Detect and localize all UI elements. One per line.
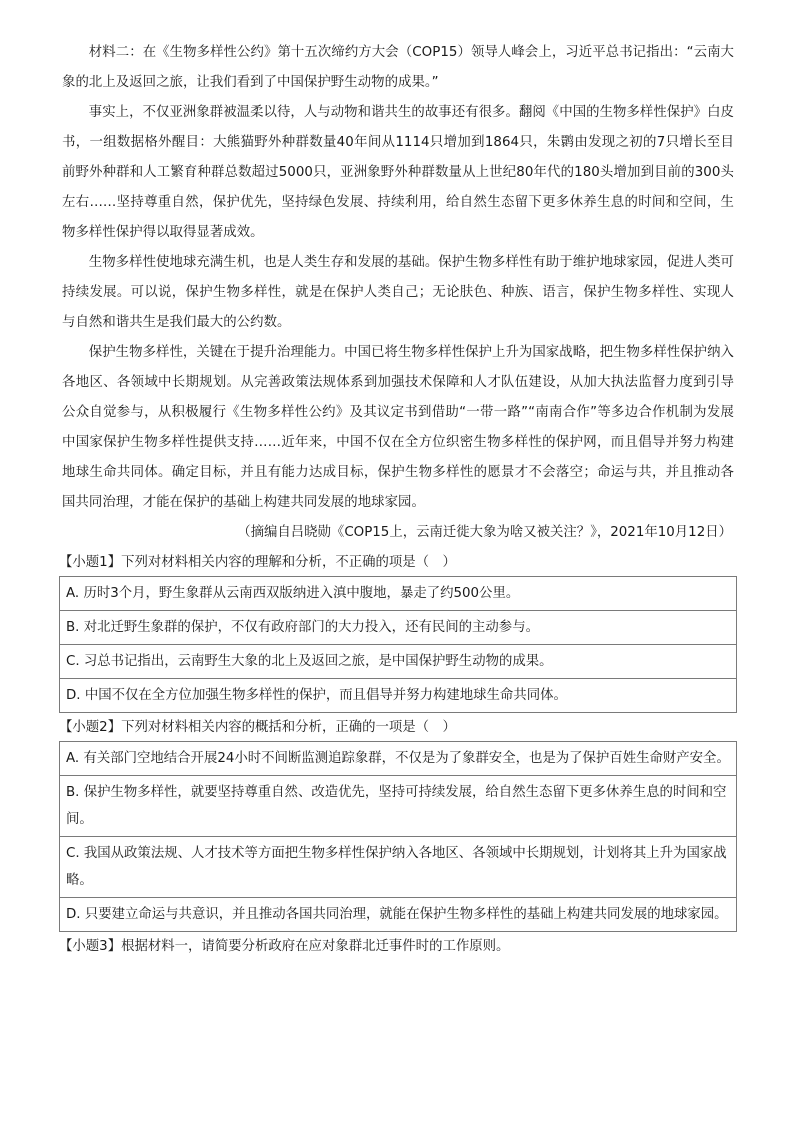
question-stem: 【小题2】下列对材料相关内容的概括和分析，正确的一项是（ ） [59,720,456,735]
option-d[interactable]: D. 只要建立命运与共意识，并且推动各国共同治理，就能在保护生物多样性的基础上构建共同发展的地球家园。 [59,897,737,932]
question-1 [59,550,734,713]
source-citation: （摘编自吕晓勋《COP15上，云南迁徙大象为啥又被关注？》，2021年10月12日） [237,525,732,540]
question-2 [59,715,734,932]
option-a[interactable]: A. 历时3个月，野生象群从云南西双版纳进入滇中腹地，暴走了约500公里。 [59,576,737,611]
option-b[interactable]: B. 对北迁野生象群的保护，不仅有政府部门的大力投入，还有民间的主动参与。 [59,610,737,645]
paragraph-facts: 事实上，不仅亚洲象群被温柔以待，人与动物和谐共生的故事还有很多。翻阅《中国的生物多样性保护》白皮书，一组数据格外醒目：大熊猫野外种群数量40年间从1114只增加到1864只，朱鹮由发现之初的7只增长至目前野外种群和人工繁育种群总数超过5000只，亚洲象野外种群数量从上世纪80年代的180头增加到目前的300头左右……坚持尊重自然，保护优先，坚持绿色发展、持续利用，给自然生态留下更多休养生息的时间和空间，生物多样性保护得以取得显著成效。 [62,105,734,240]
question-3 [59,934,734,960]
question-stem: 【小题3】根据材料一，请简要分析政府在应对象群北迁事件时的工作原则。 [59,939,510,954]
question-stem: 【小题1】下列对材料相关内容的理解和分析，不正确的项是（ ） [59,555,456,570]
document-page [59,38,734,960]
option-b[interactable]: B. 保护生物多样性，就要坚持尊重自然、改造优先，坚持可持续发展，给自然生态留下更多休养生息的时间和空间。 [59,775,737,837]
option-list [59,576,737,713]
paragraph-material-two: 材料二：在《生物多样性公约》第十五次缔约方大会（COP15）领导人峰会上，习近平总书记指出：“云南大象的北上及返回之旅，让我们看到了中国保护野生动物的成果。” [62,45,734,90]
option-c[interactable]: C. 我国从政策法规、人才技术等方面把生物多样性保护纳入各地区、各领域中长期规划，计划将其上升为国家战略。 [59,836,737,898]
option-d[interactable]: D. 中国不仅在全方位加强生物多样性的保护，而且倡导并努力构建地球生命共同体。 [59,678,737,713]
paragraph-governance: 保护生物多样性，关键在于提升治理能力。中国已将生物多样性保护上升为国家战略，把生物多样性保护纳入各地区、各领域中长期规划。从完善政策法规体系到加强技术保障和人才队伍建设，从加大执法监督力度到引导公众自觉参与，从积极履行《生物多样性公约》及其议定书到借助“一带一路”“南南合作”等多边合作机制为发展中国家保护生物多样性提供支持……近年来，中国不仅在全方位织密生物多样性的保护网，而且倡导并努力构建地球生命共同体。确定目标，并且有能力达成目标，保护生物多样性的愿景才不会落空；命运与共，并且推动各国共同治理，才能在保护的基础上构建共同发展的地球家园。 [62,345,734,510]
paragraph-significance: 生物多样性使地球充满生机，也是人类生存和发展的基础。保护生物多样性有助于维护地球家园，促进人类可持续发展。可以说，保护生物多样性，就是在保护人类自己；无论肤色、种族、语言，保护生物多样性、实现人与自然和谐共生是我们最大的公约数。 [62,255,734,330]
option-list [59,741,737,932]
option-c[interactable]: C. 习总书记指出，云南野生大象的北上及返回之旅，是中国保护野生动物的成果。 [59,644,737,679]
option-a[interactable]: A. 有关部门空地结合开展24小时不间断监测追踪象群，不仅是为了象群安全，也是为了保护百姓生命财产安全。 [59,741,737,776]
